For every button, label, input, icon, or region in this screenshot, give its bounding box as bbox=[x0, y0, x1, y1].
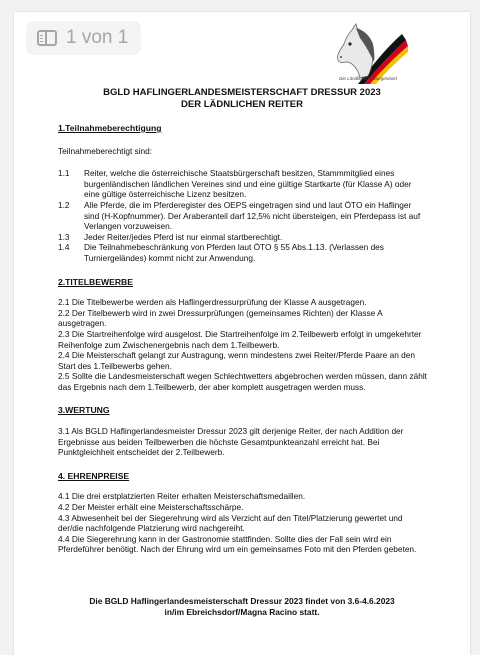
paragraph: 4.4 Die Siegerehrung kann in der Gastronomie stattfinden. Sollte dies der Fall sein wird ein Pferdeführer benötigt. Nach der Ehrung wird um ein gemeinsames Foto mit den Pferden gebeten. bbox=[58, 533, 417, 555]
list-item bbox=[58, 200, 428, 232]
section-1-intro: Teilnahmeberechtigt sind: bbox=[58, 145, 153, 156]
item-number: 1.4 bbox=[58, 242, 70, 253]
section-heading-2: 2.TITELBEWERBE bbox=[58, 276, 133, 287]
paragraph: 4.3 Abwesenheit bei der Siegerehrung wird als Verzicht auf den Titel/Platzierung gewertet und der/die nachfolgende Platzierung wird nachgereiht. bbox=[58, 512, 403, 534]
item-text: Die Teilnahmebeschränkung von Pferden laut ÖTO § 55 Abs.1.13. (Verlassen des Turniergeländes) kommt nicht zur Anwendung. bbox=[84, 242, 384, 263]
sidebar-icon[interactable] bbox=[37, 30, 57, 46]
logo-caption: Die Ländlichen – Burgenland bbox=[339, 76, 397, 81]
section-heading-1: 1.Teilnahmeberechtigung bbox=[58, 123, 162, 133]
paragraph: 2.3 Die Startreihenfolge wird ausgelost. Die Startreihenfolge im 2.Teilbewerb erfolgt in umgekehrter Reihenfolge zum Zwischenergebnis nach dem 1.Teilbewerb. bbox=[58, 328, 422, 350]
paragraph: 3.1 Als BGLD Haflingerlandesmeister Dressur 2023 gilt derjenige Reiter, der nach Addition der Ergebnisse aus beiden Teilbewerben die höchste Gesamtpunkteanzahl erreicht hat. Bei Punktgleichheit entscheidet der 2.Teilbewerb. bbox=[58, 426, 404, 458]
paragraph: 2.1 Die Titelbewerbe werden als Haflingerdressurprüfung der Klasse A ausgetragen. bbox=[58, 297, 367, 308]
list-item bbox=[58, 232, 428, 243]
footer-line-2: in/im Ebreichsdorf/Magna Racino statt. bbox=[164, 607, 320, 617]
title-line-2: DER LÄDNLICHEN REITER bbox=[181, 99, 303, 110]
item-number: 1.2 bbox=[58, 199, 70, 210]
document-body bbox=[58, 123, 428, 555]
list-item bbox=[58, 168, 428, 200]
title-line-1: BGLD HAFLINGERLANDESMEISTERSCHAFT DRESSUR 2023 bbox=[103, 87, 381, 98]
paragraph: 2.2 Der Titelbewerb wird in zwei Dressurprüfungen (gemeinsames Richten) der Klasse A ausgetragen. bbox=[58, 307, 383, 329]
section-heading-3: 3.WERTUNG bbox=[58, 405, 110, 416]
item-text: Alle Pferde, die im Pferderegister des OEPS eingetragen sind und laut ÖTO ein Haflinger sind (H-Kopfnummer). Der Araberanteil darf 12,5% nicht übersteigen, ein Pferdepass ist auf Verlangen vorzuweisen. bbox=[84, 199, 421, 232]
item-text: Reiter, welche die österreichische Staatsbürgerschaft besitzen, Stammmitglied eines burgenländischen ländlichen Vereines sind und eine gültige Startkarte (für Klasse A) oder eine gültige österreichische Lizenz besitzen. bbox=[84, 168, 412, 200]
paragraph: 4.2 Der Meister erhält eine Meisterschaftsschärpe. bbox=[58, 502, 244, 513]
section-heading-4: 4. EHRENPREISE bbox=[58, 470, 130, 481]
item-number: 1.3 bbox=[58, 231, 70, 242]
page-indicator-label: 1 von 1 bbox=[66, 27, 129, 48]
item-text: Jeder Reiter/jedes Pferd ist nur einmal startberechtigt. bbox=[84, 231, 283, 242]
document-title bbox=[14, 87, 470, 111]
page-indicator[interactable] bbox=[27, 22, 140, 54]
footer-line-1: Die BGLD Haflingerlandesmeisterschaft Dressur 2023 findet von 3.6-4.6.2023 bbox=[89, 596, 395, 606]
paragraph: 4.1 Die drei erstplatzierten Reiter erhalten Meisterschaftsmedaillen. bbox=[58, 491, 306, 502]
item-number: 1.1 bbox=[58, 168, 70, 179]
paragraph: 2.5 Sollte die Landesmeisterschaft wegen Schlechtwetters abgebrochen werden müssen, dann zählt das Ergebnis nach dem 1.Teilbewerb, der aber komplett ausgetragen werden muss. bbox=[58, 371, 427, 392]
paragraph: 2.4 Die Meisterschaft gelangt zur Austragung, wenn mindestens zwei Reiter/Pferde Paare an den Start des 1.Teilbewerbs gehen. bbox=[58, 350, 415, 371]
document-footer bbox=[14, 596, 470, 618]
list-item bbox=[58, 242, 428, 263]
